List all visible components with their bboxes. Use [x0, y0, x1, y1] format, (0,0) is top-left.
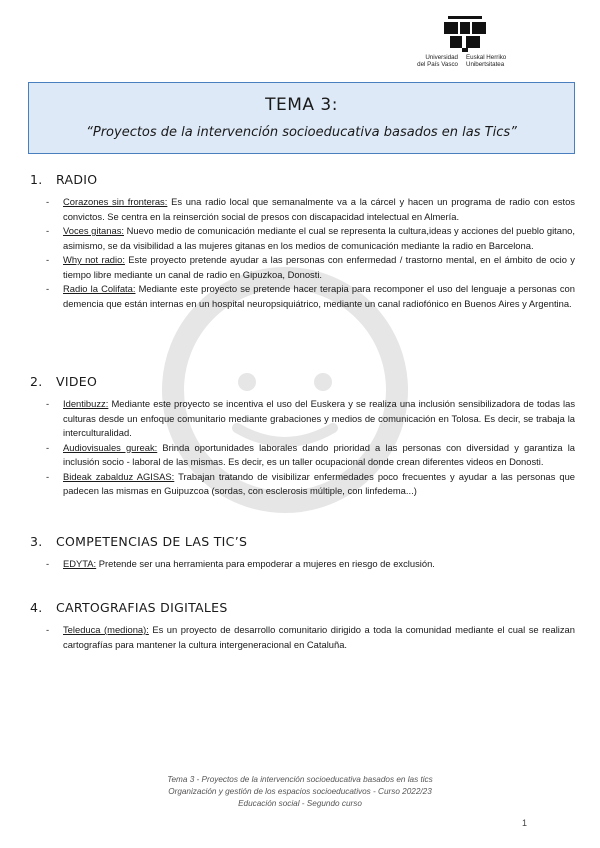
university-name-eu: Euskal Herriko Unibertsitatea: [466, 54, 507, 68]
list-item: - Why not radio: Este proyecto pretende ayudar a las personas con enfermedad / trastorno mental, en el ámbito de ocio y tiempo libre mediante un canal de radio en Gipuzkoa, Donosti.: [46, 254, 575, 280]
title-box: [28, 82, 575, 154]
section-heading: 1. RADIO: [30, 172, 98, 187]
section-heading: 3. COMPETENCIAS DE LAS TIC’S: [30, 534, 248, 549]
section-radio: [30, 172, 575, 311]
list-item: - Corazones sin fronteras: Es una radio local que semanalmente va a la cárcel y hacen un programa de radio con estos convictos. Se centra en la reinserción social de presos con discapacidad intelectual en Almería.: [46, 196, 575, 222]
list-item: - EDYTA: Pretende ser una herramienta para empoderar a mujeres en riesgo de exclusión.: [46, 558, 435, 569]
item-label: Identibuzz:: [63, 398, 109, 409]
list-item: - Bideak zabalduz AGISAS: Trabajan tratando de visibilizar enfermedades poco frecuentes y ayudar a las personas que padecen las mismas en Guipuzcoa (sordas, con esclerosis múltiple, con linfedema...): [46, 470, 575, 496]
item-label: Audiovisuales gureak:: [63, 441, 158, 453]
page-footer: Tema 3 - Proyectos de la intervención socioeducativa basados en las tics Organización y gestión de los espacios socioeducativos - Curso 2022/23 Educación social - Segundo curso: [167, 775, 433, 808]
topic-number: TEMA 3:: [265, 95, 338, 115]
list-item: - Voces gitanas: Nuevo medio de comunicación mediante el cual se representa la cultura,ideas y acciones del pueblo gitano, asimismo, se da visibilidad a las mujeres gitanas en los medios de comunicación mediante la radio en Barcelona.: [46, 225, 575, 251]
section-heading: 4. CARTOGRAFIAS DIGITALES: [30, 600, 228, 615]
list-item: - Teleduca (mediona): Es un proyecto de desarrollo comunitario dirigido a toda la comunidad mediante el cual se realizan cartografías para mantener la cultura intergeneracional en Cataluña.: [46, 624, 575, 650]
section-cartografias: [30, 600, 575, 652]
item-label: Radio la Colifata:: [63, 283, 136, 294]
university-emblem-icon: [444, 16, 486, 52]
item-label: Bideak zabalduz AGISAS:: [63, 470, 175, 482]
university-logo: [400, 16, 530, 74]
item-label: EDYTA:: [63, 558, 97, 569]
item-label: Teleduca (mediona):: [63, 624, 149, 635]
section-heading: 2. VIDEO: [30, 374, 98, 389]
list-item: - Audiovisuales gureak: Brinda oportunidades laborales dando prioridad a las personas con diversidad y garantiza la inclusión socio - laboral de las mismas. Es decir, es un taller ocupacional donde crean diferentes videos en Donosti.: [46, 441, 575, 467]
list-item: - Identibuzz: Mediante este proyecto se incentiva el uso del Euskera y se realiza una inclusión sensibilizadora de todas las culturas desde un enfoque comunitario mediante grabaciones y medios de comunicación en Tolosa. Es decir, se trabaja la interculturalidad.: [46, 398, 575, 438]
item-label: Voces gitanas:: [63, 225, 124, 236]
section-competencias: [30, 534, 575, 572]
topic-title: “Proyectos de la intervención socioeducativa basados en las Tics”: [86, 125, 517, 140]
item-label: Why not radio:: [63, 254, 125, 265]
section-video: [30, 374, 575, 499]
page-number: 1: [522, 818, 528, 828]
item-label: Corazones sin fronteras:: [63, 196, 168, 207]
university-name-es: Universidad del País Vasco: [417, 54, 458, 68]
list-item: - Radio la Colifata: Mediante este proyecto se pretende hacer terapia para recomponer el uso del lenguaje a personas con demencia que están internas en un hospital neuropsiquiátrico, mediante un canal radiofónico en Buenos Aires y Argentina.: [46, 283, 575, 309]
